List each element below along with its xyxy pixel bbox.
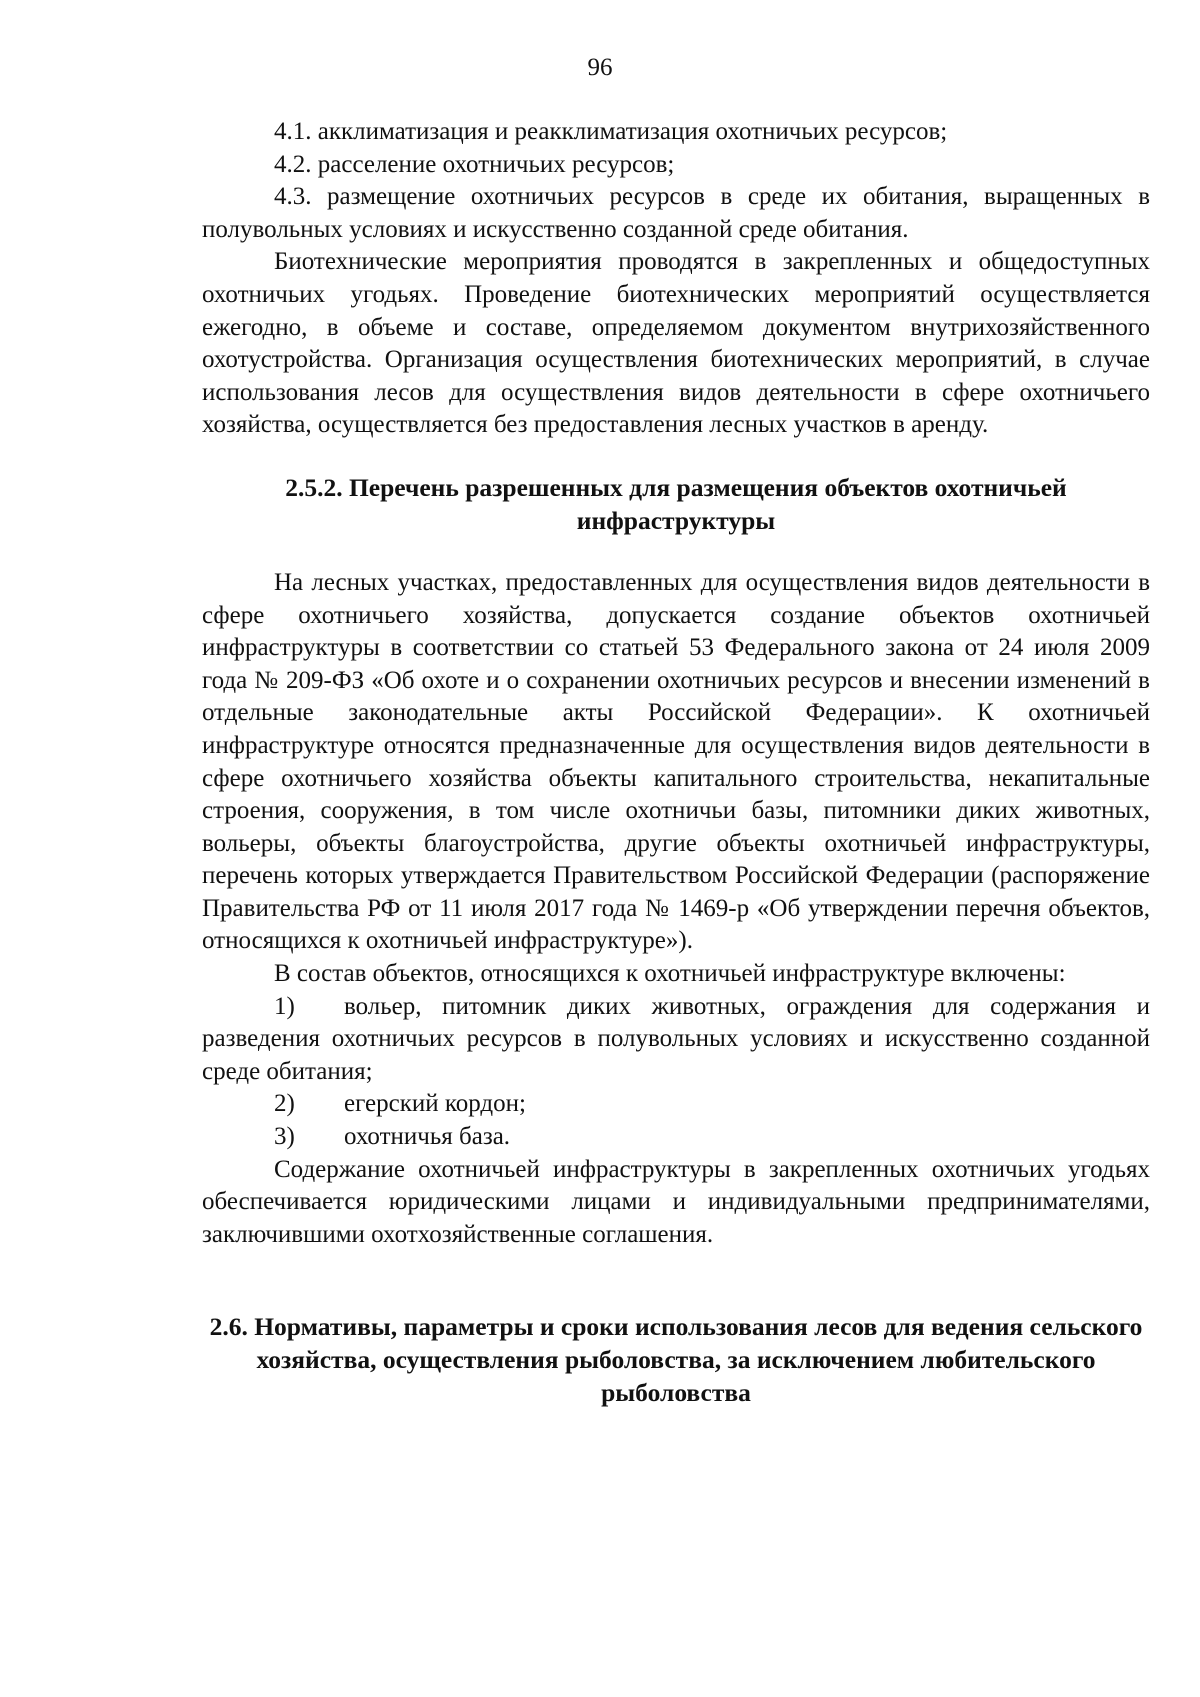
list-item-number: 1)	[274, 992, 295, 1020]
list-item-text: вольер, питомник диких животных, ограждения для содержания и разведения охотничьих ресурсов в полувольных условиях и искусственно созданной среде обитания;	[202, 992, 1150, 1085]
intro-item-4-2: 4.2. расселение охотничьих ресурсов;	[274, 150, 675, 178]
list-item	[202, 1121, 1150, 1154]
list-item-text: егерский кордон;	[344, 1090, 526, 1118]
list-item-text: охотничья база.	[344, 1123, 511, 1151]
maintenance-paragraph: Содержание охотничьей инфраструктуры в закрепленных охотничьих угодьях обеспечивается юридическими лицами и индивидуальными предпринимателями, заключившими охотхозяйственные соглашения.	[202, 1155, 1150, 1248]
section-2-5-2-heading: 2.5.2. Перечень разрешенных для размещения объектов охотничьей инфраструктуры	[285, 472, 1067, 535]
infrastructure-paragraph: На лесных участках, предоставленных для осуществления видов деятельности в сфере охотничьего хозяйства, допускается создание объектов охотничьей инфраструктуры в соответствии со статьей 53 Федерального закона от 24 июля 2009 года № 209-ФЗ «Об охоте и о сохранении охотничьих ресурсов и внесении изменений в отдельные законодательные акты Российской Федерации». К охотничьей инфраструктуре относятся предназначенные для осуществления видов деятельности в сфере охотничьего хозяйства объекты капитального строительства, некапитальные строения, сооружения, в том числе охотничьи базы, питомники диких животных, вольеры, объекты благоустройства, другие объекты охотничьей инфраструктуры, перечень которых утверждается Правительством Российской Федерации (распоряжение Правительства РФ от 11 июля 2017 года № 1469-р «Об утверждении перечня объектов, относящихся к охотничьей инфраструктуре»).	[202, 568, 1150, 955]
list-item	[202, 991, 1150, 1089]
infrastructure-list-intro: В состав объектов, относящихся к охотничьей инфраструктуре включены:	[274, 960, 1066, 988]
biotech-paragraph: Биотехнические мероприятия проводятся в закрепленных и общедоступных охотничьих угодьях. Проведение биотехнических мероприятий осуществляется ежегодно, в объеме и составе, определяемом документом внутрихозяйственного охотустройства. Организация осуществления биотехнических мероприятий, в случае использования лесов для осуществления видов деятельности в сфере охотничьего хозяйства, осуществляется без предоставления лесных участков в аренду.	[202, 248, 1150, 439]
page-content	[202, 116, 1150, 1409]
page-number: 96	[587, 54, 613, 81]
list-item-number: 2)	[274, 1090, 295, 1118]
list-item	[202, 1088, 1150, 1121]
list-item-number: 3)	[274, 1123, 295, 1151]
section-2-6-heading: 2.6. Нормативы, параметры и сроки использования лесов для ведения сельского хозяйства, осуществления рыболовства, за исключением любительского рыболовства	[209, 1312, 1143, 1408]
intro-item-4-1: 4.1. акклиматизация и реакклиматизация охотничьих ресурсов;	[274, 118, 948, 145]
intro-item-4-3: 4.3. размещение охотничьих ресурсов в среде их обитания, выращенных в полувольных условиях и искусственно созданной среде обитания.	[202, 183, 1150, 243]
